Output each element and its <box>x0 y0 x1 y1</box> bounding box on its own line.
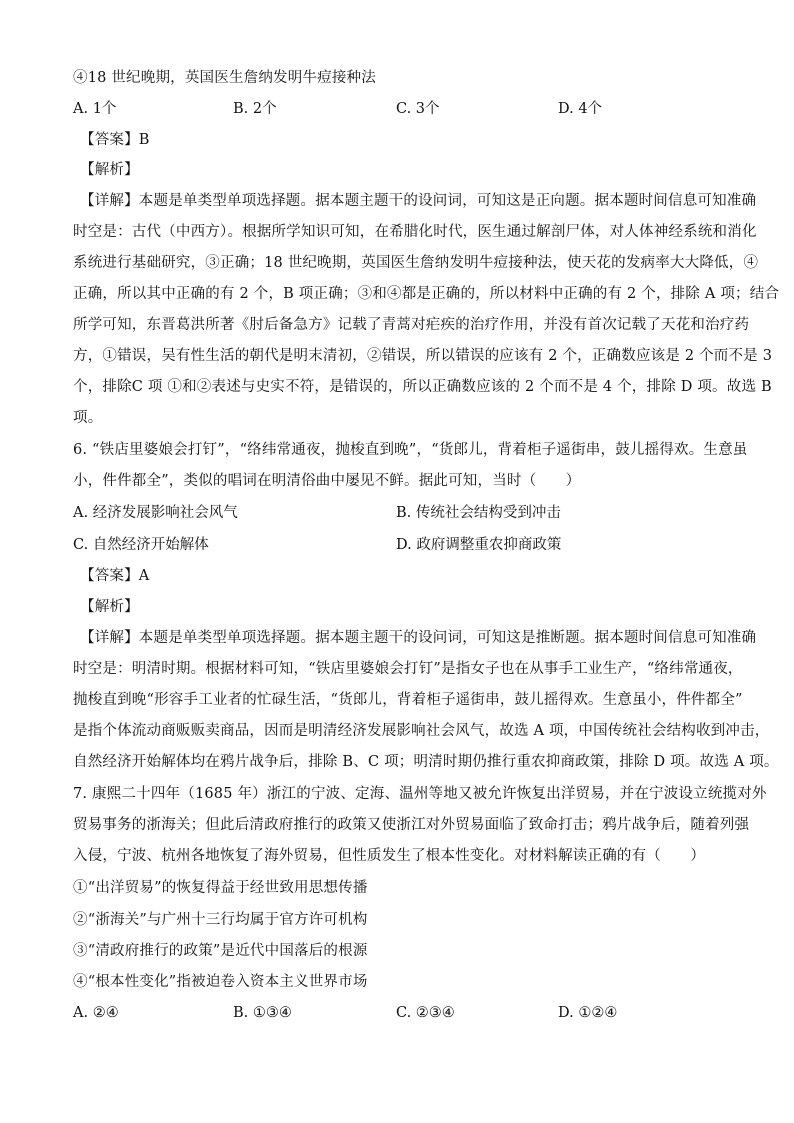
q7-stem-line: 7. 康熙二十四年（1685 年）浙江的宁波、定海、温州等地又被允许恢复出洋贸易，并在宁波设立统揽对外 <box>73 786 767 802</box>
q7-item-2: ②“浙海关”与广州十三行均属于官方许可机构 <box>73 912 368 928</box>
q5-detail-line: 【详解】本题是单类型单项选择题。据本题主题干的设问词，可知这是正向题。据本题时间信息可知准确 <box>80 193 757 209</box>
q6-detail-line: 是指个体流动商贩贩卖商品，因而是明清经济发展影响社会风气，故选 A 项，中国传统社会结构收到冲击， <box>73 723 770 739</box>
q7-option-b: B. ①③④ <box>233 1005 292 1021</box>
q5-option-a: A. 1个 <box>73 101 117 117</box>
q6-detail-line: 抛梭直到晚“形容手工业者的忙碌生活，“货郎儿，背着柜子遥街串，鼓儿摇得欢。生意虽小，件件都全” <box>73 692 743 708</box>
q7-item-3: ③“清政府推行的政策”是近代中国落后的根源 <box>73 943 368 959</box>
q5-detail-line: 正确，所以其中正确的有 2 个，B 项正确；③和④都是正确的，所以材料中正确的有 2 个，排除 A 项；结合 <box>73 286 780 302</box>
q6-detail-line: 【详解】本题是单类型单项选择题。据本题主题干的设问词，可知这是推断题。据本题时间信息可知准确 <box>80 630 757 646</box>
q5-detail-line: 个，排除C 项 ①和②表述与史实不符，是错误的，所以正确数应该的 2 个而不是 4 个，排除 D 项。故选 B <box>73 379 772 395</box>
q6-option-d: D. 政府调整重农抑商政策 <box>396 537 562 553</box>
q5-option-b: B. 2个 <box>233 101 277 117</box>
q7-item-1: ①“出洋贸易”的恢复得益于经世致用思想传播 <box>73 880 368 896</box>
q5-detail-line: 系统进行基础研究，③正确；18 世纪晚期，英国医生詹纳发明牛痘接种法，使天花的发病率大大降低，④ <box>73 255 759 271</box>
q6-option-c: C. 自然经济开始解体 <box>73 537 209 553</box>
q6-options-row-2 <box>73 535 723 555</box>
q5-options <box>73 99 723 119</box>
q5-item-4: ④18 世纪晚期，英国医生詹纳发明牛痘接种法 <box>73 70 376 86</box>
q6-detail-line: 自然经济开始解体均在鸦片战争后，排除 B、C 项；明清时期仍推行重农抑商政策，排除 D 项。故选 A 项。 <box>73 754 779 770</box>
q5-option-c: C. 3个 <box>396 101 440 117</box>
q7-options <box>73 1003 723 1023</box>
q7-stem-line: 贸易事务的浙海关；但此后清政府推行的政策又使浙江对外贸易面临了致命打击；鸦片战争后，随着列强 <box>73 817 750 833</box>
q5-option-d: D. 4个 <box>558 101 603 117</box>
q6-analysis-label: 【解析】 <box>80 599 139 615</box>
q7-option-a: A. ②④ <box>73 1005 119 1021</box>
q5-detail-line: 项。 <box>73 410 103 426</box>
q5-detail-line: 方，①错误，吴有性生活的朝代是明末清初，②错误，所以错误的应该有 2 个，正确数应该是 2 个而不是 3 <box>73 348 773 364</box>
q7-option-c: C. ②③④ <box>396 1005 455 1021</box>
q7-option-d: D. ①②④ <box>558 1005 618 1021</box>
q5-analysis-label: 【解析】 <box>80 162 139 178</box>
q6-option-b: B. 传统社会结构受到冲击 <box>396 505 561 521</box>
q7-stem-line: 入侵，宁波、杭州各地恢复了海外贸易，但性质发生了根本性变化。对材料解读正确的有（ ） <box>73 848 706 864</box>
q6-options-row-1 <box>73 503 723 523</box>
q6-option-a: A. 经济发展影响社会风气 <box>73 505 238 521</box>
q6-stem-line: 小，件件都全”，类似的唱词在明清俗曲中屡见不鲜。据此可知，当时（ ） <box>73 473 581 489</box>
q7-item-4: ④“根本性变化”指被迫卷入资本主义世界市场 <box>73 974 368 990</box>
q6-stem-line: 6. “铁店里婆娘会打钉”，“络纬常通夜，抛梭直到晚”，“货郎儿，背着柜子遥街串，鼓儿摇得欢。生意虽 <box>73 442 748 458</box>
q5-answer: 【答案】B <box>80 132 150 148</box>
q5-detail-line: 所学可知，东晋葛洪所著《肘后备急方》记载了青蒿对疟疾的治疗作用，并没有首次记载了天花和治疗药 <box>73 317 750 333</box>
q6-answer: 【答案】A <box>80 568 150 584</box>
q6-detail-line: 时空是：明清时期。根据材料可知，“铁店里婆娘会打钉”是指女子也在从事手工业生产，“络纬常通夜， <box>73 661 743 677</box>
q5-detail-line: 时空是：古代（中西方）。根据所学知识可知，在希腊化时代，医生通过解剖尸体，对人体神经系统和消化 <box>73 224 757 240</box>
